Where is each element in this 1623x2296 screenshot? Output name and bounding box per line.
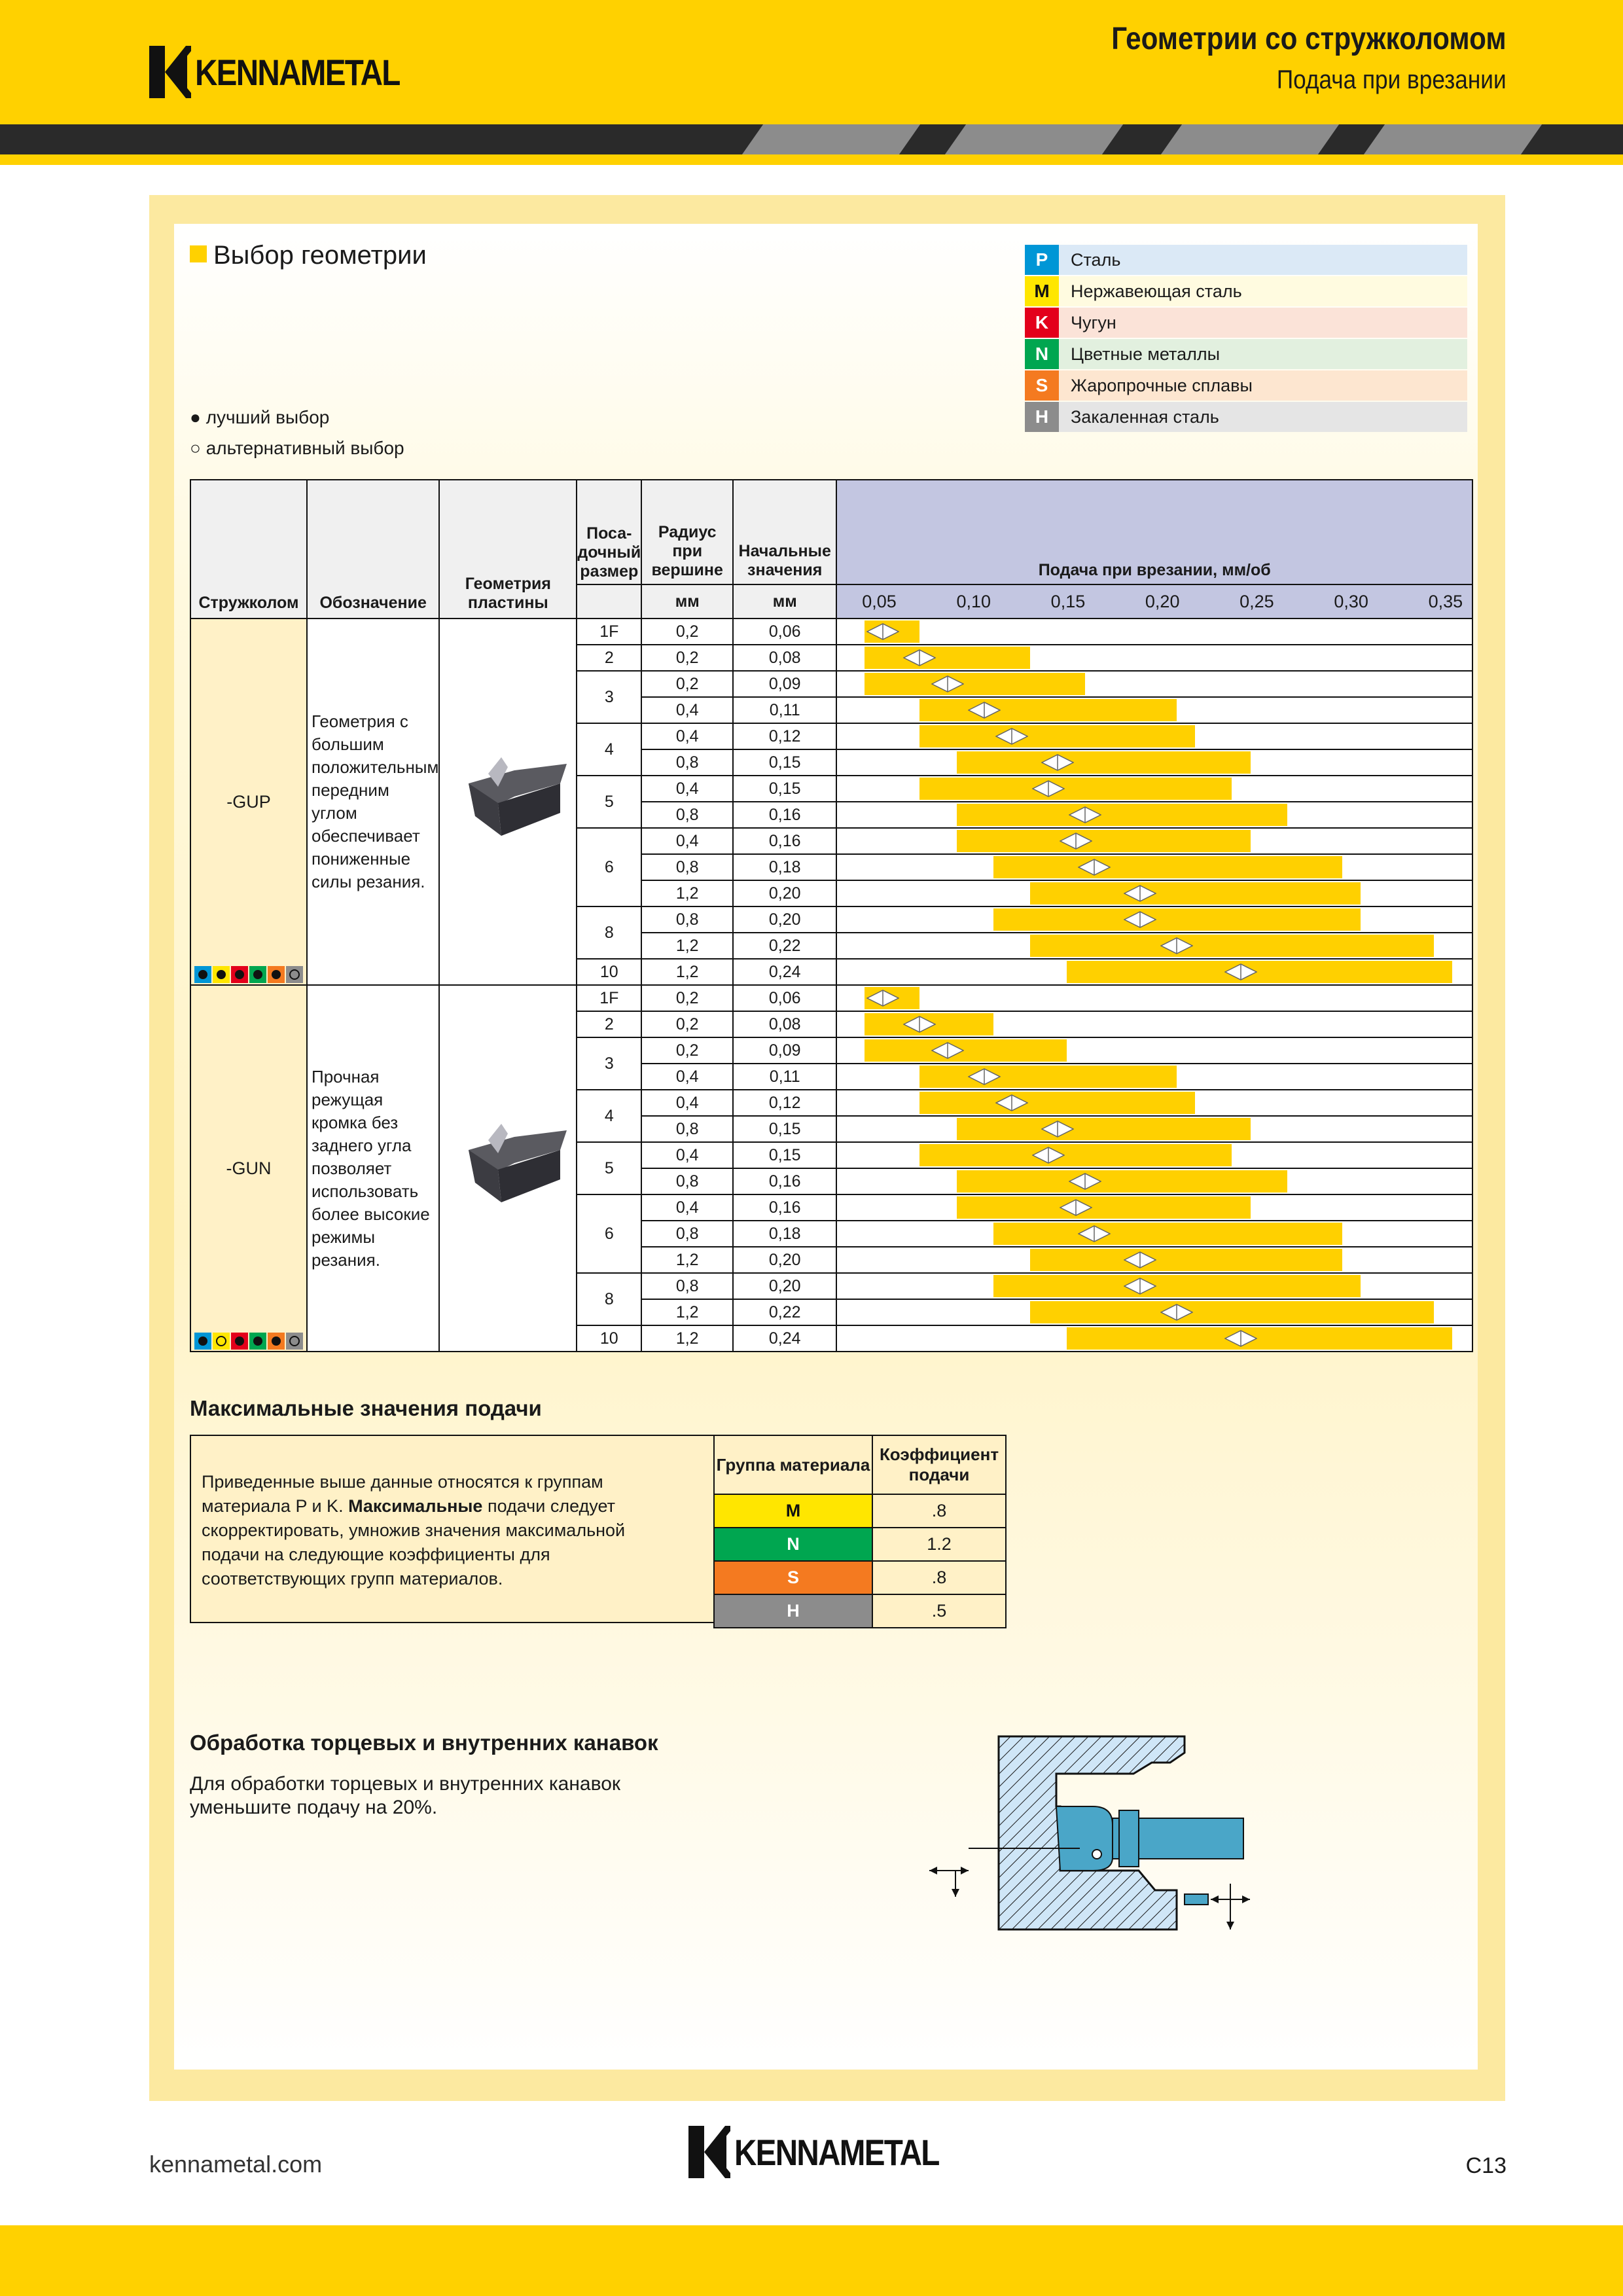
feed-range-cell xyxy=(836,697,1472,723)
feed-table xyxy=(190,479,1473,1352)
feed-tick-label: 0,35 xyxy=(1428,591,1463,611)
material-dot xyxy=(268,1333,285,1350)
col-material-group: Группа материала xyxy=(714,1435,872,1494)
table-row xyxy=(190,619,1472,645)
feed-range-bar xyxy=(919,725,1195,747)
feed-tick-label: 0,20 xyxy=(1145,591,1180,611)
col-start: Начальные значения xyxy=(733,480,836,584)
col-designation: Обозначение xyxy=(307,480,439,619)
corner-radius: 0,2 xyxy=(641,1037,733,1064)
corner-radius: 1,2 xyxy=(641,1299,733,1325)
start-value: 0,16 xyxy=(733,828,836,854)
col-geometry: Геометрия пластины xyxy=(439,480,577,619)
start-value: 0,24 xyxy=(733,1325,836,1352)
table-row xyxy=(190,985,1472,1011)
legend-badge: P xyxy=(1025,245,1059,275)
feed-tick-label: 0,05 xyxy=(862,591,897,611)
feed-range-bar xyxy=(919,699,1177,721)
corner-radius: 0,4 xyxy=(641,776,733,802)
feed-range-bar xyxy=(919,1144,1232,1166)
start-value: 0,11 xyxy=(733,697,836,723)
start-value: 0,24 xyxy=(733,959,836,985)
feed-range-cell xyxy=(836,1221,1472,1247)
legend-item-k xyxy=(1025,308,1467,338)
legend-label: Цветные металлы xyxy=(1059,339,1467,369)
start-value-marker-icon xyxy=(968,702,1001,719)
corner-radius: 0,2 xyxy=(641,619,733,645)
face-grooving-text: Для обработки торцевых и внутренних канавок уменьшите подачу на 20%. xyxy=(190,1773,621,1818)
corner-radius: 0,8 xyxy=(641,1116,733,1142)
seat-size: 6 xyxy=(577,1194,641,1273)
start-value: 0,16 xyxy=(733,802,836,828)
start-value-marker-icon xyxy=(968,1068,1001,1085)
feed-range-cell xyxy=(836,1273,1472,1299)
legend-label: Чугун xyxy=(1059,308,1467,338)
feed-range-cell xyxy=(836,828,1472,854)
designation-desc: Геометрия с большим положительным передним углом обеспечивает пониженные силы резания. xyxy=(307,619,439,985)
material-dot xyxy=(213,1333,230,1350)
corner-radius: 0,4 xyxy=(641,723,733,749)
feed-range-cell xyxy=(836,880,1472,906)
grooving-insert-icon xyxy=(462,751,573,849)
corner-radius: 0,2 xyxy=(641,985,733,1011)
material-legend xyxy=(1025,245,1467,433)
grooving-insert-icon xyxy=(462,1117,573,1215)
corner-radius: 0,8 xyxy=(641,906,733,933)
feed-range-bar xyxy=(1067,961,1452,983)
corner-radius: 0,8 xyxy=(641,749,733,776)
coef-table xyxy=(713,1435,1007,1628)
legend-item-n xyxy=(1025,339,1467,369)
corner-radius: 1,2 xyxy=(641,1247,733,1273)
material-dot xyxy=(249,966,266,983)
material-group: S xyxy=(714,1561,872,1594)
feed-range-cell xyxy=(836,776,1472,802)
corner-radius: 0,2 xyxy=(641,1011,733,1037)
section-title: Выбор геометрии xyxy=(190,241,427,270)
corner-radius: 0,4 xyxy=(641,828,733,854)
start-value: 0,15 xyxy=(733,1142,836,1168)
start-value: 0,20 xyxy=(733,1247,836,1273)
start-value-marker-icon xyxy=(1032,1147,1065,1164)
footer-bar xyxy=(0,2225,1623,2296)
start-value: 0,16 xyxy=(733,1194,836,1221)
legend-badge: K xyxy=(1025,308,1059,338)
feed-range-bar xyxy=(1030,882,1361,905)
feed-range-bar xyxy=(993,856,1342,878)
corner-radius: 0,4 xyxy=(641,1090,733,1116)
start-value: 0,20 xyxy=(733,880,836,906)
start-value: 0,20 xyxy=(733,906,836,933)
feed-range-bar xyxy=(1030,1301,1434,1323)
brand-wordmark: KENNAMETAL xyxy=(195,51,400,93)
feed-range-bar xyxy=(919,1066,1177,1088)
feed-range-bar xyxy=(957,751,1251,774)
feed-range-cell xyxy=(836,933,1472,959)
seat-size: 1F xyxy=(577,985,641,1011)
seat-size: 3 xyxy=(577,671,641,723)
start-value-marker-icon xyxy=(1160,1304,1193,1321)
col-feed-coef: Коэффициент подачи xyxy=(872,1435,1006,1494)
corner-radius: 0,4 xyxy=(641,697,733,723)
designation-desc: Прочная режущая кромка без заднего угла позволяет использовать более высокие режимы резания. xyxy=(307,985,439,1352)
decorative-stripe-thin xyxy=(0,154,1623,165)
seat-size: 2 xyxy=(577,645,641,671)
feed-range-bar xyxy=(1067,1327,1452,1350)
start-value-marker-icon xyxy=(866,623,899,640)
feed-range-bar xyxy=(1030,1249,1342,1271)
corner-radius: 1,2 xyxy=(641,880,733,906)
feed-range-cell xyxy=(836,723,1472,749)
kennametal-k-icon xyxy=(149,46,191,98)
material-dot xyxy=(194,1333,211,1350)
seat-size: 5 xyxy=(577,1142,641,1194)
legend-item-m xyxy=(1025,276,1467,306)
feed-coef: .8 xyxy=(872,1561,1006,1594)
feed-range-cell xyxy=(836,802,1472,828)
feed-range-cell xyxy=(836,1116,1472,1142)
legend-item-p xyxy=(1025,245,1467,275)
feed-range-cell xyxy=(836,1247,1472,1273)
chipbreaker-name: -GUP xyxy=(226,791,271,812)
material-group: H xyxy=(714,1594,872,1628)
material-dot xyxy=(286,966,303,983)
start-value-marker-icon xyxy=(1124,885,1156,902)
start-value-marker-icon xyxy=(995,728,1028,745)
legend-badge: H xyxy=(1025,402,1059,432)
legend-item-s xyxy=(1025,370,1467,401)
feed-range-bar xyxy=(865,647,1030,669)
material-dots xyxy=(191,1333,306,1350)
start-value: 0,06 xyxy=(733,619,836,645)
corner-radius: 0,8 xyxy=(641,1273,733,1299)
start-value: 0,15 xyxy=(733,1116,836,1142)
material-dot xyxy=(213,966,230,983)
coef-row xyxy=(714,1561,1006,1594)
footer-wordmark: KENNAMETAL xyxy=(734,2131,939,2173)
start-value-marker-icon xyxy=(931,1042,964,1059)
start-value-marker-icon xyxy=(866,990,899,1007)
coef-row xyxy=(714,1594,1006,1628)
start-value-marker-icon xyxy=(1041,1121,1074,1138)
face-grooving-title: Обработка торцевых и внутренних канавок xyxy=(190,1731,658,1755)
best-choice-note: ● лучший выбор xyxy=(190,407,330,427)
feed-range-cell xyxy=(836,1011,1472,1037)
feed-range-cell xyxy=(836,1194,1472,1221)
legend-label: Закаленная сталь xyxy=(1059,402,1467,432)
feed-range-cell xyxy=(836,645,1472,671)
start-value-marker-icon xyxy=(1124,1278,1156,1295)
seat-size: 1F xyxy=(577,619,641,645)
start-value: 0,15 xyxy=(733,749,836,776)
corner-radius: 1,2 xyxy=(641,1325,733,1352)
feed-range-bar xyxy=(957,804,1287,826)
feed-coef: 1.2 xyxy=(872,1528,1006,1561)
col-radius: Радиус при вершине xyxy=(641,480,733,584)
corner-radius: 0,8 xyxy=(641,1221,733,1247)
material-dot xyxy=(286,1333,303,1350)
start-value-marker-icon xyxy=(1060,833,1092,850)
feed-range-cell xyxy=(836,1142,1472,1168)
legend-item-h xyxy=(1025,402,1467,432)
start-value: 0,12 xyxy=(733,723,836,749)
feed-tick-label: 0,30 xyxy=(1334,591,1368,611)
alt-choice-note: ○ альтернативный выбор xyxy=(190,438,404,458)
seat-size: 4 xyxy=(577,1090,641,1142)
feed-range-cell xyxy=(836,1064,1472,1090)
start-value-marker-icon xyxy=(1069,806,1101,823)
corner-radius: 1,2 xyxy=(641,959,733,985)
max-feed-note: Приведенные выше данные относятся к группам материала P и K. Максимальные подачи следует скорректировать, умножив значения максимальной подачи на следующие коэффициенты для соответствующих групп материалов. xyxy=(190,1435,716,1623)
start-value: 0,08 xyxy=(733,1011,836,1037)
start-value: 0,09 xyxy=(733,671,836,697)
feed-range-cell xyxy=(836,671,1472,697)
legend-label: Жаропрочные сплавы xyxy=(1059,370,1467,401)
feed-range-cell xyxy=(836,906,1472,933)
feed-range-bar xyxy=(957,830,1251,852)
material-dot xyxy=(194,966,211,983)
coef-row xyxy=(714,1494,1006,1528)
seat-size: 5 xyxy=(577,776,641,828)
material-group: N xyxy=(714,1528,872,1561)
decorative-stripe xyxy=(0,124,1623,154)
chipbreaker-cell xyxy=(190,985,307,1352)
corner-radius: 0,4 xyxy=(641,1064,733,1090)
corner-radius: 0,8 xyxy=(641,802,733,828)
feed-range-bar xyxy=(993,1275,1361,1297)
start-value: 0,12 xyxy=(733,1090,836,1116)
feed-tick-label: 0,10 xyxy=(956,591,991,611)
start-value-marker-icon xyxy=(1060,1199,1092,1216)
feed-range-cell xyxy=(836,1299,1472,1325)
start-value-marker-icon xyxy=(1078,859,1111,876)
start-value-marker-icon xyxy=(903,649,936,666)
feed-range-bar xyxy=(919,1092,1195,1114)
feed-axis-ticks xyxy=(836,584,1472,619)
chipbreaker-cell xyxy=(190,619,307,985)
feed-range-bar xyxy=(1030,935,1434,957)
max-feed-title: Максимальные значения подачи xyxy=(190,1396,542,1420)
start-value-marker-icon xyxy=(1124,911,1156,928)
radius-unit: мм xyxy=(641,584,733,619)
material-dot xyxy=(249,1333,266,1350)
start-value-marker-icon xyxy=(995,1094,1028,1111)
feed-range-cell xyxy=(836,1090,1472,1116)
feed-range-bar xyxy=(957,1118,1251,1140)
material-dots xyxy=(191,966,306,983)
page-title: Геометрии со стружколомом xyxy=(1111,22,1507,56)
coef-row xyxy=(714,1528,1006,1561)
chipbreaker-name: -GUN xyxy=(226,1158,272,1178)
start-value: 0,15 xyxy=(733,776,836,802)
start-unit: мм xyxy=(733,584,836,619)
start-value: 0,18 xyxy=(733,854,836,880)
insert-geometry-image xyxy=(439,985,577,1352)
start-value-marker-icon xyxy=(1041,754,1074,771)
feed-range-cell xyxy=(836,749,1472,776)
col-chipbreaker: Стружколом xyxy=(190,480,307,619)
kennametal-k-icon xyxy=(688,2126,730,2178)
start-value-marker-icon xyxy=(1078,1225,1111,1242)
corner-radius: 0,2 xyxy=(641,671,733,697)
start-value: 0,11 xyxy=(733,1064,836,1090)
seat-size: 10 xyxy=(577,959,641,985)
brand-logo xyxy=(149,46,436,98)
start-value: 0,09 xyxy=(733,1037,836,1064)
seat-size: 6 xyxy=(577,828,641,906)
feed-coef: .5 xyxy=(872,1594,1006,1628)
feed-range-cell xyxy=(836,959,1472,985)
seat-size: 2 xyxy=(577,1011,641,1037)
col-feed-title: Подача при врезании, мм/об xyxy=(836,480,1472,584)
corner-radius: 0,8 xyxy=(641,1168,733,1194)
material-dot xyxy=(268,966,285,983)
legend-label: Сталь xyxy=(1059,245,1467,275)
page-subtitle: Подача при врезании xyxy=(1277,65,1507,94)
seat-size: 3 xyxy=(577,1037,641,1090)
legend-badge: M xyxy=(1025,276,1059,306)
corner-radius: 0,4 xyxy=(641,1142,733,1168)
start-value-marker-icon xyxy=(1224,963,1257,980)
seat-size: 8 xyxy=(577,1273,641,1325)
feed-range-bar xyxy=(919,778,1232,800)
col-size: Поса-дочный размер xyxy=(577,480,641,584)
feed-range-cell xyxy=(836,619,1472,645)
start-value: 0,22 xyxy=(733,933,836,959)
start-value: 0,08 xyxy=(733,645,836,671)
start-value-marker-icon xyxy=(1160,937,1193,954)
corner-radius: 0,4 xyxy=(641,1194,733,1221)
face-grooving-diagram xyxy=(923,1733,1263,1936)
feed-tick-label: 0,25 xyxy=(1240,591,1274,611)
start-value-marker-icon xyxy=(931,675,964,692)
start-value-marker-icon xyxy=(1124,1251,1156,1268)
seat-size: 8 xyxy=(577,906,641,959)
legend-badge: S xyxy=(1025,370,1059,401)
start-value: 0,22 xyxy=(733,1299,836,1325)
corner-radius: 0,8 xyxy=(641,854,733,880)
seat-size: 4 xyxy=(577,723,641,776)
start-value-marker-icon xyxy=(1069,1173,1101,1190)
start-value: 0,16 xyxy=(733,1168,836,1194)
material-group: M xyxy=(714,1494,872,1528)
size-unit xyxy=(577,584,641,619)
legend-badge: N xyxy=(1025,339,1059,369)
material-dot xyxy=(231,1333,248,1350)
corner-radius: 1,2 xyxy=(641,933,733,959)
legend-label: Нержавеющая сталь xyxy=(1059,276,1467,306)
feed-range-bar xyxy=(957,1196,1251,1219)
feed-tick-label: 0,15 xyxy=(1050,591,1086,611)
feed-range-cell xyxy=(836,985,1472,1011)
feed-range-cell xyxy=(836,1168,1472,1194)
start-value: 0,18 xyxy=(733,1221,836,1247)
feed-range-bar xyxy=(865,673,1085,695)
start-value-marker-icon xyxy=(903,1016,936,1033)
start-value: 0,20 xyxy=(733,1273,836,1299)
footer-url[interactable]: kennametal.com xyxy=(149,2151,323,2178)
feed-range-cell xyxy=(836,1325,1472,1352)
feed-range-cell xyxy=(836,1037,1472,1064)
seat-size: 10 xyxy=(577,1325,641,1352)
feed-range-bar xyxy=(993,1223,1342,1245)
material-dot xyxy=(231,966,248,983)
start-value-marker-icon xyxy=(1032,780,1065,797)
feed-coef: .8 xyxy=(872,1494,1006,1528)
start-value: 0,06 xyxy=(733,985,836,1011)
start-value-marker-icon xyxy=(1224,1330,1257,1347)
feed-range-cell xyxy=(836,854,1472,880)
page-number: C13 xyxy=(1465,2153,1507,2178)
feed-range-bar xyxy=(865,1039,1067,1062)
insert-geometry-image xyxy=(439,619,577,985)
feed-range-bar xyxy=(957,1170,1287,1193)
footer-logo xyxy=(688,2126,975,2178)
corner-radius: 0,2 xyxy=(641,645,733,671)
feed-range-bar xyxy=(993,908,1361,931)
